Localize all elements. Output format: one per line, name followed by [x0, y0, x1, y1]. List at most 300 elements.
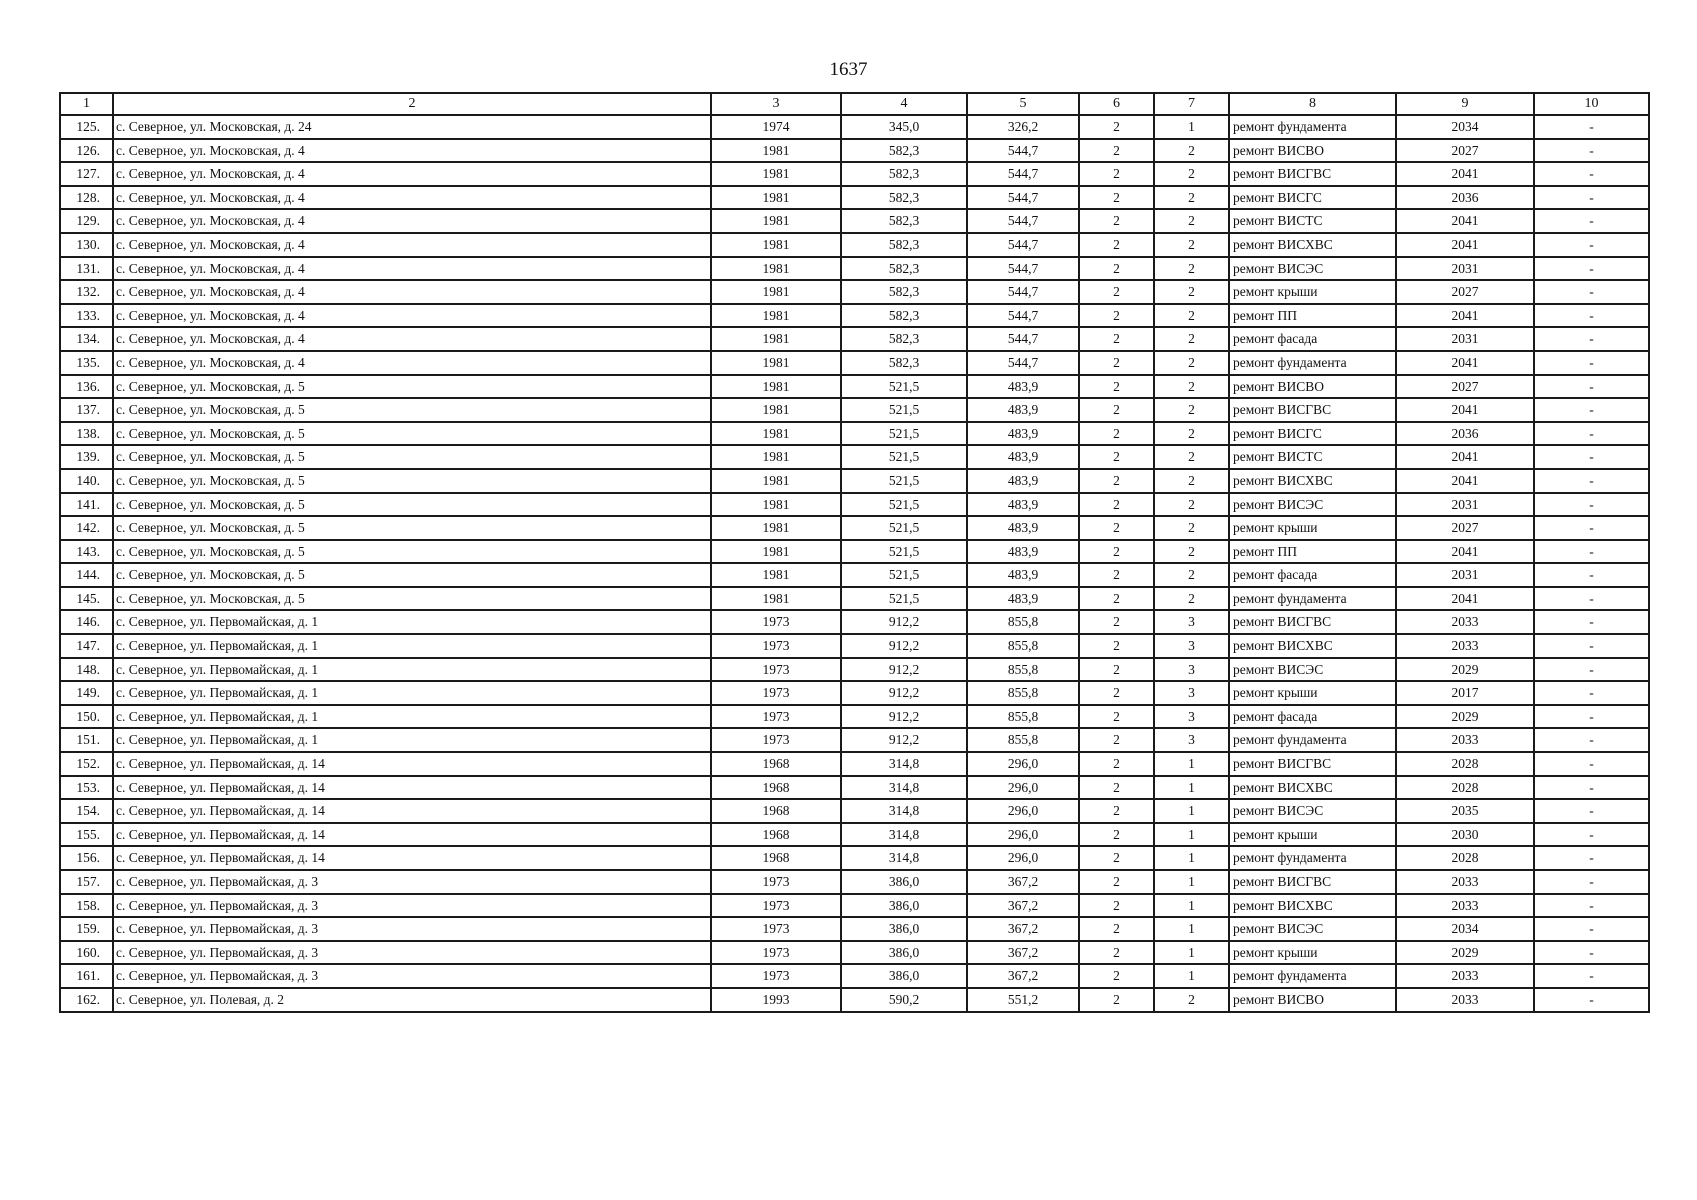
address-cell: с. Северное, ул. Первомайская, д. 1: [113, 610, 711, 634]
address-cell: с. Северное, ул. Московская, д. 5: [113, 422, 711, 446]
address-cell: с. Северное, ул. Московская, д. 4: [113, 186, 711, 210]
table-row: [60, 540, 1649, 564]
row-number-cell: 144.: [60, 563, 113, 587]
row-number-cell: 156.: [60, 846, 113, 870]
floors-cell: 2: [1079, 351, 1154, 375]
living-area-cell: 483,9: [967, 445, 1079, 469]
address-cell: с. Северное, ул. Московская, д. 5: [113, 375, 711, 399]
year-built-cell: 1968: [711, 776, 841, 800]
living-area-cell: 544,7: [967, 351, 1079, 375]
planned-year-cell: 2028: [1396, 846, 1534, 870]
table-row: [60, 681, 1649, 705]
address-cell: с. Северное, ул. Первомайская, д. 14: [113, 799, 711, 823]
year-built-cell: 1981: [711, 493, 841, 517]
address-cell: с. Северное, ул. Московская, д. 5: [113, 563, 711, 587]
column-header-10: 10: [1534, 93, 1649, 115]
work-type-cell: ремонт фасада: [1229, 327, 1396, 351]
total-area-cell: 582,3: [841, 351, 967, 375]
row-number-cell: 127.: [60, 162, 113, 186]
work-type-cell: ремонт ВИСЭС: [1229, 257, 1396, 281]
floors-cell: 2: [1079, 516, 1154, 540]
entrances-cell: 3: [1154, 634, 1229, 658]
table-row: [60, 469, 1649, 493]
address-cell: с. Северное, ул. Московская, д. 5: [113, 493, 711, 517]
row-number-cell: 146.: [60, 610, 113, 634]
note-cell: -: [1534, 516, 1649, 540]
living-area-cell: 544,7: [967, 139, 1079, 163]
entrances-cell: 2: [1154, 257, 1229, 281]
address-cell: с. Северное, ул. Первомайская, д. 1: [113, 634, 711, 658]
total-area-cell: 521,5: [841, 422, 967, 446]
total-area-cell: 582,3: [841, 162, 967, 186]
row-number-cell: 145.: [60, 587, 113, 611]
entrances-cell: 1: [1154, 115, 1229, 139]
work-type-cell: ремонт ВИСВО: [1229, 375, 1396, 399]
row-number-cell: 160.: [60, 941, 113, 965]
total-area-cell: 582,3: [841, 327, 967, 351]
planned-year-cell: 2029: [1396, 941, 1534, 965]
column-header-5: 5: [967, 93, 1079, 115]
entrances-cell: 1: [1154, 870, 1229, 894]
planned-year-cell: 2031: [1396, 493, 1534, 517]
year-built-cell: 1981: [711, 139, 841, 163]
work-type-cell: ремонт ВИСХВС: [1229, 233, 1396, 257]
year-built-cell: 1973: [711, 941, 841, 965]
planned-year-cell: 2041: [1396, 469, 1534, 493]
planned-year-cell: 2035: [1396, 799, 1534, 823]
living-area-cell: 483,9: [967, 375, 1079, 399]
note-cell: -: [1534, 422, 1649, 446]
year-built-cell: 1973: [711, 705, 841, 729]
year-built-cell: 1981: [711, 445, 841, 469]
row-number-cell: 129.: [60, 209, 113, 233]
address-cell: с. Северное, ул. Первомайская, д. 3: [113, 870, 711, 894]
table-row: [60, 375, 1649, 399]
planned-year-cell: 2027: [1396, 375, 1534, 399]
table-row: [60, 728, 1649, 752]
floors-cell: 2: [1079, 776, 1154, 800]
work-type-cell: ремонт крыши: [1229, 941, 1396, 965]
planned-year-cell: 2033: [1396, 634, 1534, 658]
total-area-cell: 386,0: [841, 964, 967, 988]
floors-cell: 2: [1079, 610, 1154, 634]
entrances-cell: 2: [1154, 280, 1229, 304]
planned-year-cell: 2029: [1396, 658, 1534, 682]
year-built-cell: 1981: [711, 233, 841, 257]
address-cell: с. Северное, ул. Московская, д. 5: [113, 469, 711, 493]
living-area-cell: 296,0: [967, 752, 1079, 776]
planned-year-cell: 2041: [1396, 233, 1534, 257]
entrances-cell: 2: [1154, 516, 1229, 540]
planned-year-cell: 2031: [1396, 257, 1534, 281]
address-cell: с. Северное, ул. Московская, д. 4: [113, 209, 711, 233]
column-header-8: 8: [1229, 93, 1396, 115]
planned-year-cell: 2027: [1396, 280, 1534, 304]
address-cell: с. Северное, ул. Первомайская, д. 14: [113, 776, 711, 800]
year-built-cell: 1981: [711, 469, 841, 493]
entrances-cell: 3: [1154, 658, 1229, 682]
floors-cell: 2: [1079, 233, 1154, 257]
entrances-cell: 2: [1154, 398, 1229, 422]
planned-year-cell: 2036: [1396, 422, 1534, 446]
address-cell: с. Северное, ул. Московская, д. 4: [113, 351, 711, 375]
note-cell: -: [1534, 351, 1649, 375]
row-number-cell: 141.: [60, 493, 113, 517]
entrances-cell: 2: [1154, 988, 1229, 1012]
work-type-cell: ремонт крыши: [1229, 280, 1396, 304]
living-area-cell: 296,0: [967, 799, 1079, 823]
floors-cell: 2: [1079, 257, 1154, 281]
floors-cell: 2: [1079, 115, 1154, 139]
total-area-cell: 386,0: [841, 870, 967, 894]
planned-year-cell: 2029: [1396, 705, 1534, 729]
living-area-cell: 296,0: [967, 776, 1079, 800]
floors-cell: 2: [1079, 941, 1154, 965]
floors-cell: 2: [1079, 186, 1154, 210]
work-type-cell: ремонт ВИСВО: [1229, 139, 1396, 163]
living-area-cell: 544,7: [967, 280, 1079, 304]
row-number-cell: 125.: [60, 115, 113, 139]
living-area-cell: 551,2: [967, 988, 1079, 1012]
row-number-cell: 147.: [60, 634, 113, 658]
row-number-cell: 139.: [60, 445, 113, 469]
planned-year-cell: 2041: [1396, 445, 1534, 469]
column-header-6: 6: [1079, 93, 1154, 115]
row-number-cell: 132.: [60, 280, 113, 304]
planned-year-cell: 2033: [1396, 964, 1534, 988]
entrances-cell: 1: [1154, 799, 1229, 823]
floors-cell: 2: [1079, 563, 1154, 587]
row-number-cell: 157.: [60, 870, 113, 894]
floors-cell: 2: [1079, 681, 1154, 705]
living-area-cell: 544,7: [967, 257, 1079, 281]
planned-year-cell: 2033: [1396, 988, 1534, 1012]
living-area-cell: 483,9: [967, 469, 1079, 493]
planned-year-cell: 2027: [1396, 516, 1534, 540]
row-number-cell: 130.: [60, 233, 113, 257]
column-header-4: 4: [841, 93, 967, 115]
living-area-cell: 296,0: [967, 846, 1079, 870]
entrances-cell: 2: [1154, 233, 1229, 257]
living-area-cell: 855,8: [967, 705, 1079, 729]
note-cell: -: [1534, 917, 1649, 941]
year-built-cell: 1981: [711, 327, 841, 351]
total-area-cell: 314,8: [841, 846, 967, 870]
address-cell: с. Северное, ул. Первомайская, д. 1: [113, 658, 711, 682]
table-row: [60, 398, 1649, 422]
address-cell: с. Северное, ул. Первомайская, д. 14: [113, 752, 711, 776]
note-cell: -: [1534, 375, 1649, 399]
total-area-cell: 521,5: [841, 563, 967, 587]
row-number-cell: 131.: [60, 257, 113, 281]
year-built-cell: 1981: [711, 587, 841, 611]
table-row: [60, 752, 1649, 776]
total-area-cell: 314,8: [841, 823, 967, 847]
table-row: [60, 516, 1649, 540]
planned-year-cell: 2041: [1396, 351, 1534, 375]
address-cell: с. Северное, ул. Московская, д. 24: [113, 115, 711, 139]
entrances-cell: 1: [1154, 752, 1229, 776]
note-cell: -: [1534, 964, 1649, 988]
year-built-cell: 1981: [711, 162, 841, 186]
entrances-cell: 3: [1154, 610, 1229, 634]
living-area-cell: 367,2: [967, 894, 1079, 918]
total-area-cell: 582,3: [841, 280, 967, 304]
note-cell: -: [1534, 233, 1649, 257]
table-row: [60, 209, 1649, 233]
address-cell: с. Северное, ул. Московская, д. 4: [113, 233, 711, 257]
year-built-cell: 1973: [711, 917, 841, 941]
table-row: [60, 587, 1649, 611]
table-row: [60, 634, 1649, 658]
note-cell: -: [1534, 280, 1649, 304]
total-area-cell: 386,0: [841, 894, 967, 918]
row-number-cell: 135.: [60, 351, 113, 375]
row-number-cell: 142.: [60, 516, 113, 540]
note-cell: -: [1534, 398, 1649, 422]
note-cell: -: [1534, 610, 1649, 634]
entrances-cell: 2: [1154, 469, 1229, 493]
work-type-cell: ремонт ВИСХВС: [1229, 894, 1396, 918]
living-area-cell: 483,9: [967, 540, 1079, 564]
work-type-cell: ремонт ВИСХВС: [1229, 776, 1396, 800]
table-row: [60, 233, 1649, 257]
address-cell: с. Северное, ул. Московская, д. 5: [113, 516, 711, 540]
planned-year-cell: 2031: [1396, 327, 1534, 351]
address-cell: с. Северное, ул. Полевая, д. 2: [113, 988, 711, 1012]
floors-cell: 2: [1079, 445, 1154, 469]
table-header-row: [60, 93, 1649, 115]
total-area-cell: 386,0: [841, 941, 967, 965]
work-type-cell: ремонт ВИСТС: [1229, 445, 1396, 469]
table-row: [60, 422, 1649, 446]
work-type-cell: ремонт ВИСЭС: [1229, 799, 1396, 823]
row-number-cell: 154.: [60, 799, 113, 823]
year-built-cell: 1981: [711, 375, 841, 399]
floors-cell: 2: [1079, 375, 1154, 399]
address-cell: с. Северное, ул. Первомайская, д. 3: [113, 917, 711, 941]
table-row: [60, 257, 1649, 281]
living-area-cell: 483,9: [967, 587, 1079, 611]
table-row: [60, 658, 1649, 682]
note-cell: -: [1534, 327, 1649, 351]
work-type-cell: ремонт ВИСХВС: [1229, 469, 1396, 493]
row-number-cell: 151.: [60, 728, 113, 752]
planned-year-cell: 2041: [1396, 540, 1534, 564]
row-number-cell: 162.: [60, 988, 113, 1012]
row-number-cell: 150.: [60, 705, 113, 729]
living-area-cell: 483,9: [967, 563, 1079, 587]
row-number-cell: 159.: [60, 917, 113, 941]
address-cell: с. Северное, ул. Московская, д. 5: [113, 445, 711, 469]
total-area-cell: 912,2: [841, 705, 967, 729]
floors-cell: 2: [1079, 705, 1154, 729]
entrances-cell: 2: [1154, 563, 1229, 587]
work-type-cell: ремонт ПП: [1229, 304, 1396, 328]
address-cell: с. Северное, ул. Московская, д. 4: [113, 280, 711, 304]
table-row: [60, 351, 1649, 375]
living-area-cell: 296,0: [967, 823, 1079, 847]
note-cell: -: [1534, 587, 1649, 611]
planned-year-cell: 2041: [1396, 398, 1534, 422]
entrances-cell: 2: [1154, 139, 1229, 163]
entrances-cell: 1: [1154, 823, 1229, 847]
note-cell: -: [1534, 728, 1649, 752]
year-built-cell: 1981: [711, 540, 841, 564]
floors-cell: 2: [1079, 422, 1154, 446]
year-built-cell: 1973: [711, 681, 841, 705]
entrances-cell: 3: [1154, 681, 1229, 705]
column-header-9: 9: [1396, 93, 1534, 115]
row-number-cell: 134.: [60, 327, 113, 351]
entrances-cell: 2: [1154, 209, 1229, 233]
living-area-cell: 855,8: [967, 728, 1079, 752]
planned-year-cell: 2041: [1396, 587, 1534, 611]
total-area-cell: 521,5: [841, 516, 967, 540]
total-area-cell: 582,3: [841, 304, 967, 328]
column-header-3: 3: [711, 93, 841, 115]
row-number-cell: 138.: [60, 422, 113, 446]
work-type-cell: ремонт ВИСГВС: [1229, 752, 1396, 776]
table-row: [60, 917, 1649, 941]
entrances-cell: 1: [1154, 941, 1229, 965]
work-type-cell: ремонт ВИСТС: [1229, 209, 1396, 233]
address-cell: с. Северное, ул. Московская, д. 4: [113, 257, 711, 281]
living-area-cell: 544,7: [967, 162, 1079, 186]
living-area-cell: 544,7: [967, 304, 1079, 328]
table-row: [60, 327, 1649, 351]
planned-year-cell: 2033: [1396, 610, 1534, 634]
year-built-cell: 1981: [711, 351, 841, 375]
note-cell: -: [1534, 469, 1649, 493]
planned-year-cell: 2030: [1396, 823, 1534, 847]
work-type-cell: ремонт фундамента: [1229, 964, 1396, 988]
floors-cell: 2: [1079, 398, 1154, 422]
total-area-cell: 582,3: [841, 139, 967, 163]
entrances-cell: 1: [1154, 964, 1229, 988]
address-cell: с. Северное, ул. Московская, д. 5: [113, 398, 711, 422]
address-cell: с. Северное, ул. Московская, д. 4: [113, 162, 711, 186]
work-type-cell: ремонт ВИСЭС: [1229, 658, 1396, 682]
floors-cell: 2: [1079, 894, 1154, 918]
year-built-cell: 1981: [711, 422, 841, 446]
address-cell: с. Северное, ул. Московская, д. 5: [113, 540, 711, 564]
note-cell: -: [1534, 445, 1649, 469]
address-cell: с. Северное, ул. Первомайская, д. 14: [113, 846, 711, 870]
column-header-1: 1: [60, 93, 113, 115]
address-cell: с. Северное, ул. Московская, д. 5: [113, 587, 711, 611]
year-built-cell: 1968: [711, 846, 841, 870]
table-row: [60, 799, 1649, 823]
row-number-cell: 140.: [60, 469, 113, 493]
planned-year-cell: 2041: [1396, 209, 1534, 233]
year-built-cell: 1973: [711, 870, 841, 894]
table-row: [60, 445, 1649, 469]
row-number-cell: 126.: [60, 139, 113, 163]
year-built-cell: 1973: [711, 964, 841, 988]
work-type-cell: ремонт ВИСЭС: [1229, 493, 1396, 517]
living-area-cell: 544,7: [967, 233, 1079, 257]
row-number-cell: 153.: [60, 776, 113, 800]
total-area-cell: 521,5: [841, 398, 967, 422]
table-row: [60, 894, 1649, 918]
planned-year-cell: 2041: [1396, 162, 1534, 186]
note-cell: -: [1534, 209, 1649, 233]
entrances-cell: 2: [1154, 540, 1229, 564]
note-cell: -: [1534, 776, 1649, 800]
total-area-cell: 521,5: [841, 469, 967, 493]
total-area-cell: 590,2: [841, 988, 967, 1012]
living-area-cell: 855,8: [967, 681, 1079, 705]
row-number-cell: 149.: [60, 681, 113, 705]
entrances-cell: 2: [1154, 493, 1229, 517]
note-cell: -: [1534, 681, 1649, 705]
entrances-cell: 2: [1154, 327, 1229, 351]
total-area-cell: 521,5: [841, 587, 967, 611]
total-area-cell: 912,2: [841, 681, 967, 705]
address-cell: с. Северное, ул. Первомайская, д. 14: [113, 823, 711, 847]
total-area-cell: 521,5: [841, 540, 967, 564]
floors-cell: 2: [1079, 327, 1154, 351]
living-area-cell: 855,8: [967, 658, 1079, 682]
entrances-cell: 2: [1154, 445, 1229, 469]
entrances-cell: 2: [1154, 186, 1229, 210]
floors-cell: 2: [1079, 280, 1154, 304]
work-type-cell: ремонт ВИСХВС: [1229, 634, 1396, 658]
floors-cell: 2: [1079, 728, 1154, 752]
total-area-cell: 314,8: [841, 799, 967, 823]
living-area-cell: 855,8: [967, 634, 1079, 658]
table-row: [60, 823, 1649, 847]
row-number-cell: 143.: [60, 540, 113, 564]
note-cell: -: [1534, 988, 1649, 1012]
planned-year-cell: 2017: [1396, 681, 1534, 705]
note-cell: -: [1534, 634, 1649, 658]
table-row: [60, 776, 1649, 800]
table-row: [60, 139, 1649, 163]
planned-year-cell: 2033: [1396, 870, 1534, 894]
year-built-cell: 1968: [711, 823, 841, 847]
row-number-cell: 155.: [60, 823, 113, 847]
planned-year-cell: 2034: [1396, 115, 1534, 139]
living-area-cell: 483,9: [967, 398, 1079, 422]
total-area-cell: 582,3: [841, 209, 967, 233]
planned-year-cell: 2028: [1396, 776, 1534, 800]
floors-cell: 2: [1079, 634, 1154, 658]
note-cell: -: [1534, 115, 1649, 139]
address-cell: с. Северное, ул. Московская, д. 4: [113, 139, 711, 163]
planned-year-cell: 2033: [1396, 728, 1534, 752]
living-area-cell: 367,2: [967, 964, 1079, 988]
floors-cell: 2: [1079, 964, 1154, 988]
planned-year-cell: 2041: [1396, 304, 1534, 328]
floors-cell: 2: [1079, 493, 1154, 517]
table-row: [60, 162, 1649, 186]
note-cell: -: [1534, 493, 1649, 517]
year-built-cell: 1981: [711, 186, 841, 210]
work-type-cell: ремонт ВИСГВС: [1229, 870, 1396, 894]
work-type-cell: ремонт фундамента: [1229, 728, 1396, 752]
entrances-cell: 2: [1154, 162, 1229, 186]
living-area-cell: 544,7: [967, 209, 1079, 233]
year-built-cell: 1993: [711, 988, 841, 1012]
column-header-2: 2: [113, 93, 711, 115]
floors-cell: 2: [1079, 209, 1154, 233]
total-area-cell: 912,2: [841, 658, 967, 682]
work-type-cell: ремонт ВИСГВС: [1229, 610, 1396, 634]
work-type-cell: ремонт крыши: [1229, 823, 1396, 847]
address-cell: с. Северное, ул. Первомайская, д. 1: [113, 681, 711, 705]
